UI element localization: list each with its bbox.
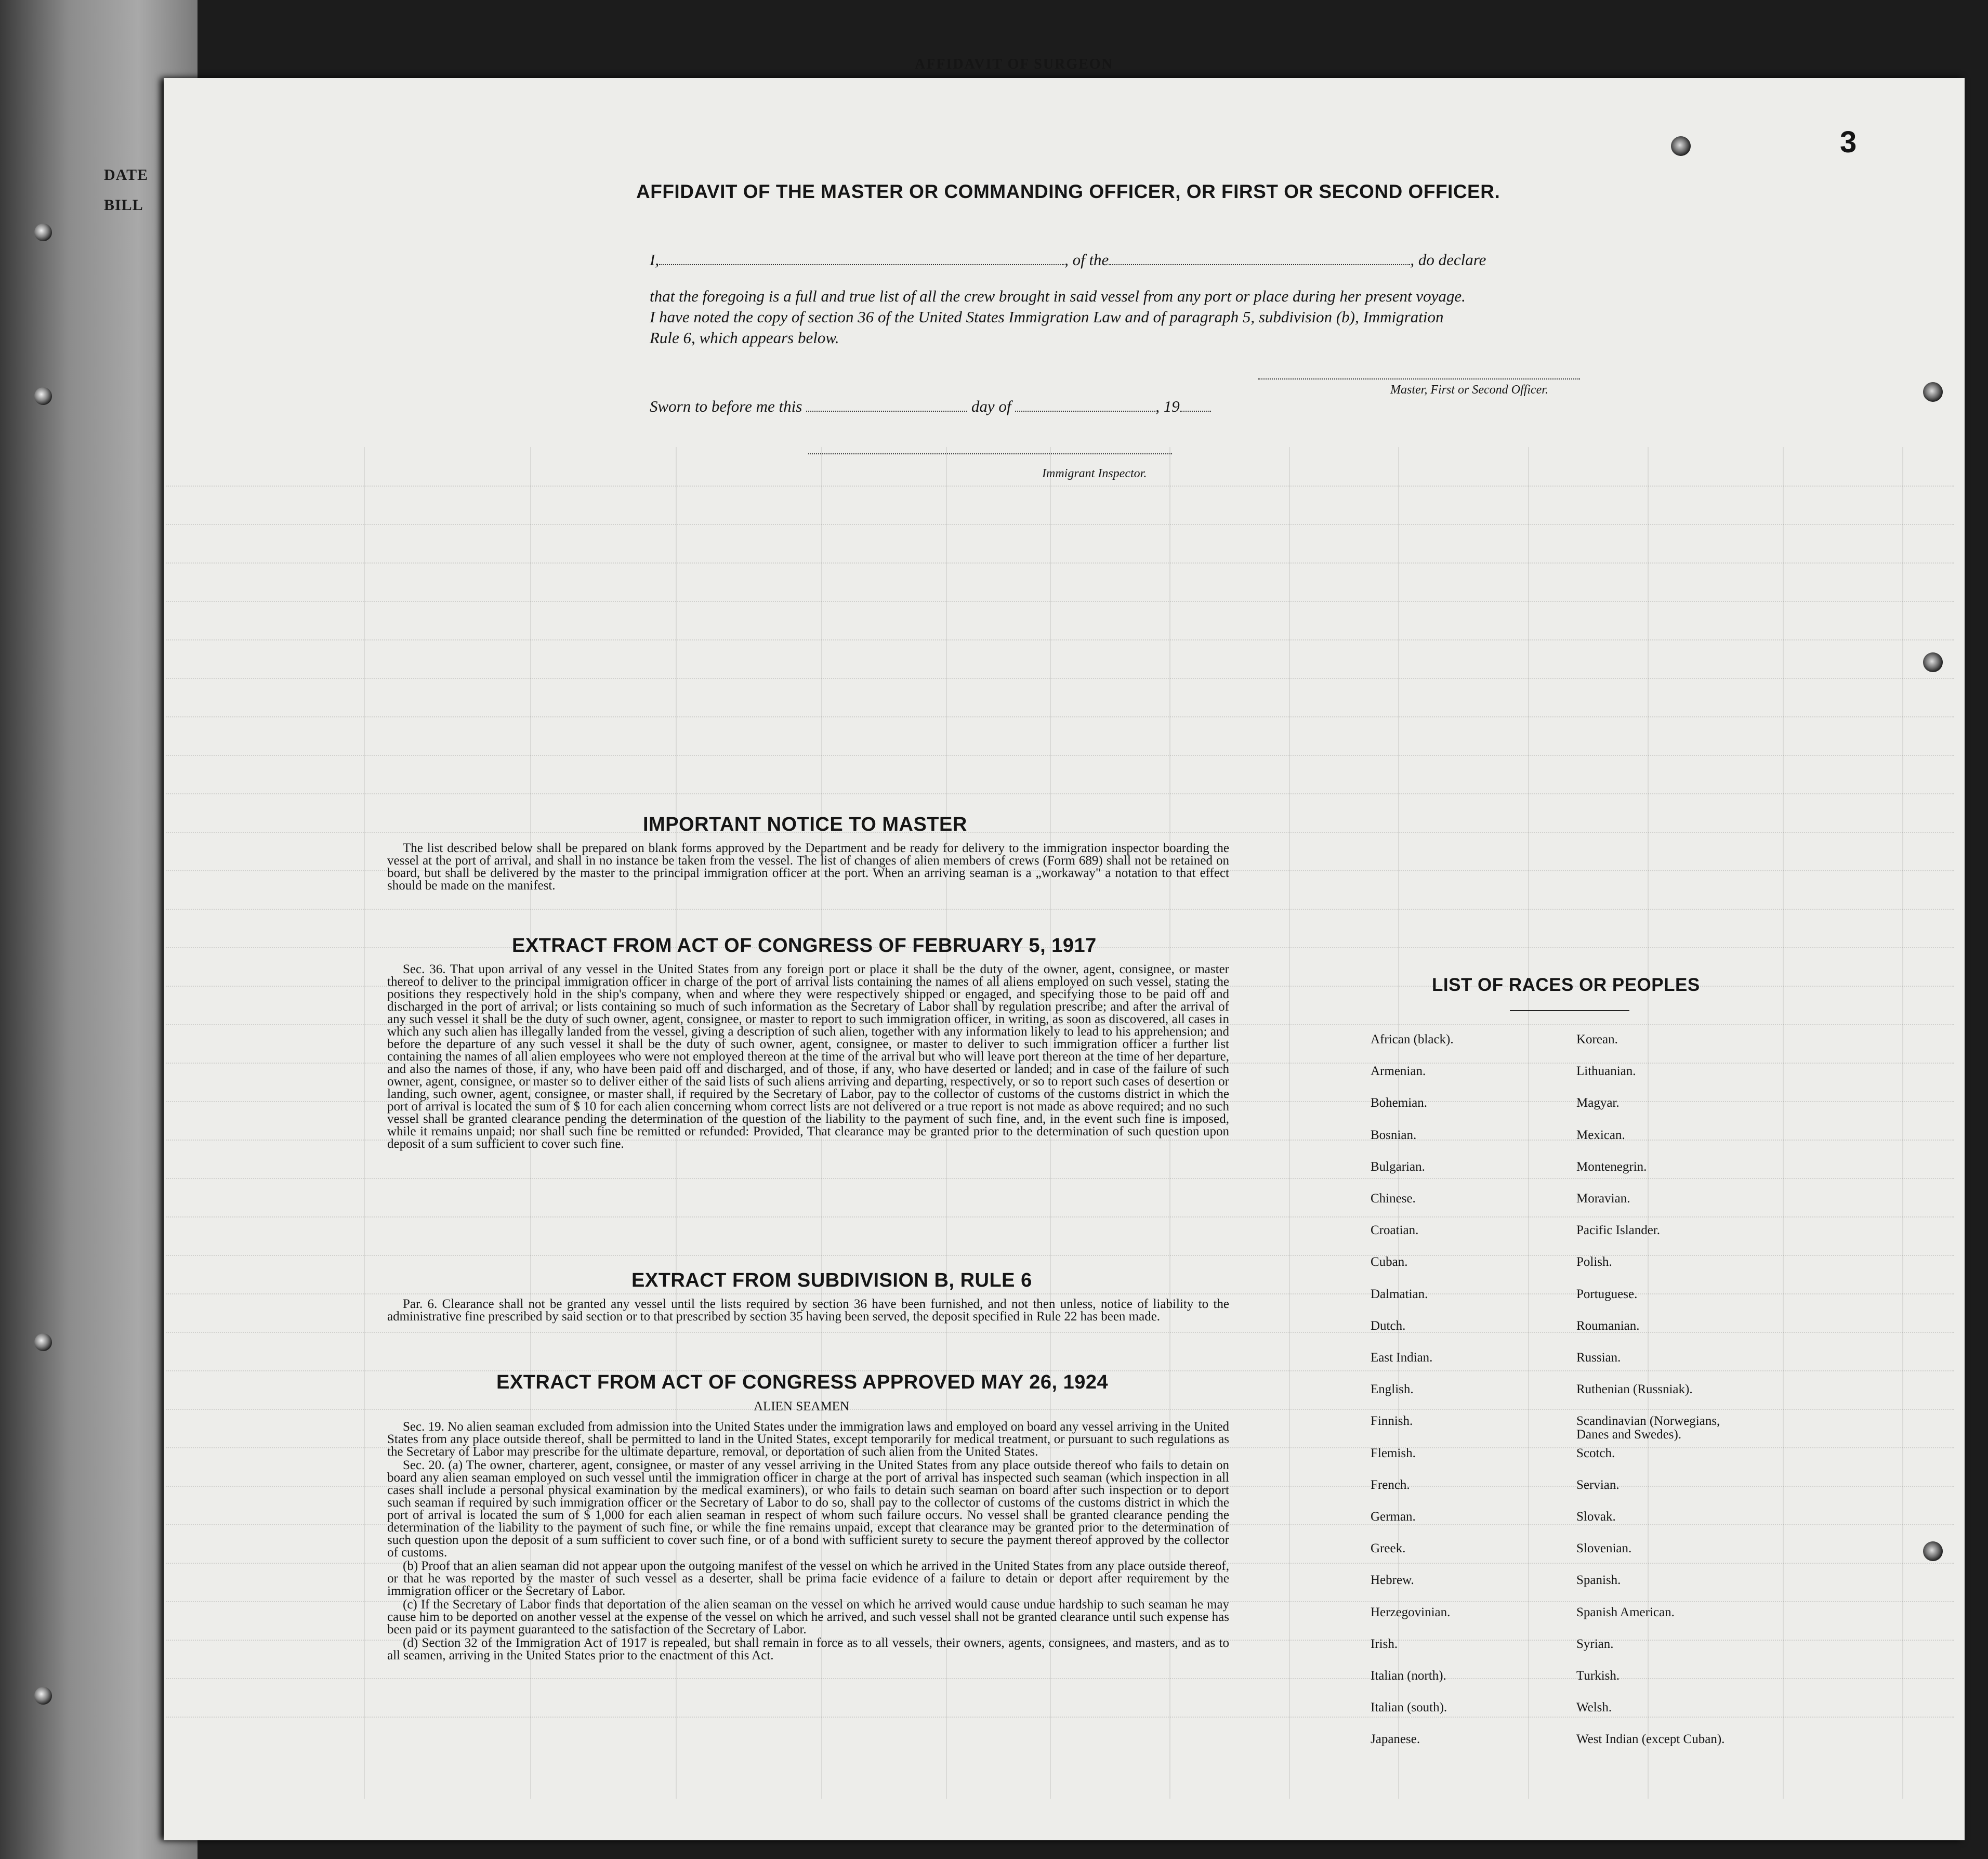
affidavit-text-line: that the foregoing is a full and true list of all the crew brought in said vessel from any port or place during her present voyage. (650, 287, 1466, 305)
race-item: Croatian. (1371, 1223, 1419, 1238)
race-item: Chinese. (1371, 1192, 1416, 1206)
sec-20a-paragraph: Sec. 20. (a) The owner, charterer, agent, consignee, or master of any vessel arriving in the United States from any place outside thereof who fails to detain on board any alien seaman employed on such vessel until the immigration officer in charge at the port of arrival has inspected such seaman (which inspection in all cases shall include a personal physical examination by the medical examiners), or who fails to detain such seaman on board after such inspection or to deport such seaman if required by such immigration officer or the Secretary of Labor to do so, shall pay to the collector of customs of the customs district in which the port of arrival is located the sum of $ 1,000 for each alien seaman in respect of whom such failure occurs. No vessel shall be granted clearance pending the determination of the liability to the payment of such fine, or while the fine remains unpaid, except that clearance may be granted prior to the determination of such question upon the deposit of a sum sufficient to cover such fine, or of a bond with sufficient surety to secure the payment thereof approved by the collector of customs. (387, 1458, 1229, 1560)
race-item: Turkish. (1576, 1669, 1620, 1683)
race-item: Greek. (1371, 1541, 1406, 1556)
subdivision-b-heading: EXTRACT FROM SUBDIVISION B, RULE 6 (631, 1269, 1032, 1291)
binder-hole (34, 1687, 52, 1705)
punch-hole (1671, 136, 1691, 156)
binder-hole (34, 1333, 52, 1351)
bleed-through-row (166, 486, 1954, 525)
notice-paragraph: The list described below shall be prepared on blank forms approved by the Department and be ready for delivery to the immigration inspector boarding the vessel at the port of arrival, and shall in no instance be taken from the vessel. The list of changes of alien members of crews (Form 689) shall not be retained on board, but shall be delivered by the master to the principal immigration officer at the port. When an arriving seaman is a „workaway" a notation to that effect should be made on the manifest. (387, 841, 1229, 893)
sworn-year-label: , 19 (1155, 397, 1180, 415)
affidavit-of-the-label: , of the (1064, 251, 1109, 269)
binder-hole (34, 387, 52, 405)
race-item: Korean. (1576, 1032, 1618, 1046)
bleed-through-row (166, 601, 1954, 640)
extract-1924-heading: EXTRACT FROM ACT OF CONGRESS APPROVED MAY 26, 1924 (496, 1371, 1109, 1393)
affidavit-declaration-line (650, 250, 1486, 270)
race-item: Dalmatian. (1371, 1287, 1428, 1301)
race-item: French. (1371, 1477, 1410, 1492)
bleed-through-column (1528, 447, 1529, 1799)
affidavit-text-line: I have noted the copy of section 36 of the United States Immigration Law and of paragraph 5, subdivision (b), Immigration (650, 308, 1444, 326)
race-item: West Indian (except Cuban). (1576, 1732, 1725, 1747)
race-item: Spanish. (1576, 1573, 1621, 1588)
race-item: Herzegovinian. (1371, 1605, 1451, 1619)
master-signature-line[interactable] (1258, 378, 1580, 379)
bleed-through-row (166, 524, 1954, 564)
inspector-signature-label: Immigrant Inspector. (1042, 467, 1147, 480)
punch-hole (1923, 652, 1943, 672)
left-strip-date: DATE (104, 166, 149, 184)
race-item: African (black). (1371, 1032, 1454, 1046)
race-item: Armenian. (1371, 1064, 1426, 1079)
race-item: Ruthenian (Russniak). (1576, 1382, 1693, 1397)
race-item: Spanish American. (1576, 1605, 1675, 1619)
subdivision-b-text (387, 1298, 1229, 1324)
alien-seamen-label: ALIEN SEAMEN (754, 1399, 850, 1413)
alien-seamen-subheading (754, 1400, 962, 1413)
race-item: Syrian. (1576, 1637, 1614, 1651)
race-item: Italian (south). (1371, 1700, 1447, 1715)
bleed-through-column (1648, 447, 1649, 1799)
sec-20d-paragraph: (d) Section 32 of the Immigration Act of 1917 is repealed, but shall remain in force as to all vessels, their owners, agents, consignees, and masters, and as to all seamen, arriving in the United States prior to the enactment of this Act. (387, 1636, 1229, 1662)
race-item: Servian. (1576, 1477, 1620, 1492)
race-item: Scandinavian (Norwegians, Danes and Swedes). (1576, 1414, 1720, 1442)
race-item: Moravian. (1576, 1192, 1630, 1206)
race-item: Scotch. (1576, 1446, 1615, 1460)
bleed-through-row (166, 1678, 1954, 1718)
race-item: Welsh. (1576, 1700, 1612, 1715)
sworn-day-of-label: day of (971, 397, 1011, 415)
name-blank[interactable] (659, 264, 1064, 265)
section-36-paragraph: Sec. 36. That upon arrival of any vessel in the United States from any foreign port or place it shall be the duty of the owner, agent, consignee, or master thereof to deliver to the principal immigration officer in charge of the port of arrival lists containing the names of all aliens employed on such vessel, stating the positions they respectively hold in the ship's company, when and where they were respectively shipped or engaged, and specifying those to be paid off and discharged in the port of arrival; or lists containing so much of such information as the Secretary of Labor shall by regulation prescribe; and after the arrival of any such vessel it shall be the duty of such owner, agent, consignee, or master to report to such immigration officer, in writing, as soon as discovered, all cases in which any such alien has illegally landed from the vessel, giving a description of such alien, together with any information likely to lead to his apprehension; and before the departure of any such vessel it shall be the duty of such owner, agent, consignee, or master to deliver to such immigration officer a further list containing the names of all alien employees who were not employed thereon at the time of the arrival but who will leave port thereon at the time of her departure, and also the names of those, if any, who have been paid off and discharged, and of those, if any, who have deserted or landed; and in case of the failure of such owner, agent, consignee, or master so to deliver either of the said lists of such aliens arriving and departing, respectively, or so to report such cases of desertion or landing, such owner, agent, consignee, or master shall, if required by the Secretary of Labor, pay to the collector of customs of the customs district in which the port of arrival is located the sum of $ 10 for each alien concerning whom correct lists are not delivered or a true report is not made as above required; and no such vessel shall be granted clearance pending the determination of the question of the liability to the payment of such fine, and, in the event such fine is imposed, while it remains unpaid; nor shall such fine be remitted or refunded: Provided, That clearance may be granted prior to the determination of such question upon deposit of a sum sufficient to cover such fine. (387, 962, 1229, 1151)
sworn-line (650, 396, 1211, 417)
bleed-through-column (1289, 447, 1290, 1799)
sec-20c-paragraph: (c) If the Secretary of Labor finds that deportation of the alien seaman on the vessel on which he arrived would cause undue hardship to such seaman he may cause him to be deported on another vessel at the expense of the vessel on which he arrived, and such vessel shall not be granted clearance until such expense has been paid or its payment guaranteed to the satisfaction of the Secretary of Labor. (387, 1598, 1229, 1637)
vessel-blank[interactable] (1109, 264, 1410, 265)
sworn-year-blank[interactable] (1180, 411, 1211, 412)
inspector-signature-line[interactable] (808, 453, 1172, 454)
race-item: Bohemian. (1371, 1096, 1428, 1110)
sworn-day-blank[interactable] (806, 411, 967, 412)
race-item: Montenegrin. (1576, 1159, 1647, 1174)
bleed-through-row (166, 755, 1954, 794)
race-item: Hebrew. (1371, 1573, 1414, 1588)
race-item: German. (1371, 1510, 1416, 1524)
affidavit-i-label: I, (650, 251, 660, 269)
bleed-through-row (166, 716, 1954, 756)
bleed-through-row (166, 1332, 1954, 1371)
affidavit-text-line: Rule 6, which appears below. (650, 329, 839, 347)
race-item: Italian (north). (1371, 1669, 1446, 1683)
bleed-through-row (166, 1255, 1954, 1294)
race-item: Bulgarian. (1371, 1159, 1425, 1174)
race-item: Pacific Islander. (1576, 1223, 1661, 1238)
binder-hole (34, 224, 52, 241)
notice-text (387, 842, 1229, 893)
bleed-through-column (1398, 447, 1399, 1799)
race-item: Japanese. (1371, 1732, 1420, 1747)
race-item: Russian. (1576, 1351, 1621, 1365)
race-item: Dutch. (1371, 1318, 1406, 1333)
race-item: Cuban. (1371, 1255, 1408, 1269)
notice-heading: IMPORTANT NOTICE TO MASTER (643, 814, 967, 835)
race-item: Lithuanian. (1576, 1064, 1636, 1079)
master-signature-label: Master, First or Second Officer. (1390, 383, 1548, 397)
races-title-rule (1510, 1010, 1629, 1011)
extract-1917-text (387, 963, 1229, 1151)
bleed-through-row (166, 793, 1954, 833)
race-item: Portuguese. (1576, 1287, 1638, 1301)
races-title: LIST OF RACES OR PEOPLES (1432, 975, 1700, 995)
bleed-through-column (364, 447, 365, 1799)
race-item: Roumanian. (1576, 1318, 1640, 1333)
bleed-through-row (166, 1216, 1954, 1256)
left-strip-bill: BILL (104, 197, 143, 214)
race-item: Magyar. (1576, 1096, 1620, 1110)
sworn-month-blank[interactable] (1015, 411, 1155, 412)
top-header: AFFIDAVIT OF SURGEON (915, 56, 1113, 72)
sec-19-paragraph: Sec. 19. No alien seaman excluded from admission into the United States under the immigration laws and employed on board any vessel arriving in the United States from any place outside thereof, shall be permitted to land in the United States, except temporarily for medical treatment, or pursuant to such regulations as the Secretary of Labor may prescribe for the ultimate departure, removal, or deportation of such alien from the United States. (387, 1420, 1229, 1459)
bleed-through-row (166, 1178, 1954, 1217)
bleed-through-column (1902, 447, 1903, 1799)
race-item: Slovenian. (1576, 1541, 1632, 1556)
punch-hole (1923, 382, 1943, 402)
race-item: Slovak. (1576, 1510, 1616, 1524)
bleed-through-row (166, 562, 1954, 602)
race-item: Flemish. (1371, 1446, 1416, 1460)
race-item: Irish. (1371, 1637, 1398, 1651)
sworn-label: Sworn to before me this (650, 397, 802, 415)
bleed-through-column (1783, 447, 1784, 1799)
race-item: Bosnian. (1371, 1128, 1417, 1142)
sec-20b-paragraph: (b) Proof that an alien seaman did not appear upon the outgoing manifest of the vessel on which he arrived in the United States from any place outside thereof, or that he was reported by the master of such vessel as a deserter, shall be prima facie evidence of a failure to detain or deport after requirement by the immigration officer or the Secretary of Labor. (387, 1559, 1229, 1598)
punch-hole (1923, 1541, 1943, 1561)
extract-1917-heading: EXTRACT FROM ACT OF CONGRESS OF FEBRUARY 5, 1917 (512, 935, 1097, 957)
race-item: East Indian. (1371, 1351, 1433, 1365)
race-item: Finnish. (1371, 1414, 1413, 1429)
race-item: Polish. (1576, 1255, 1612, 1269)
race-item: Mexican. (1576, 1128, 1625, 1142)
race-item: English. (1371, 1382, 1414, 1397)
par-6-paragraph: Par. 6. Clearance shall not be granted any vessel until the lists required by section 36 have been furnished, and not then unless, notice of liability to the administrative fine prescribed by said section or to that prescribed by section 35 having been served, the deposit specified in Rule 22 has been made. (387, 1297, 1229, 1324)
extract-1924-text (387, 1421, 1229, 1663)
affidavit-title: AFFIDAVIT OF THE MASTER OR COMMANDING OFFICER, OR FIRST OR SECOND OFFICER. (636, 181, 1500, 202)
bleed-through-row (166, 639, 1954, 679)
bleed-through-row (166, 678, 1954, 717)
page-number: 3 (1840, 125, 1857, 159)
affidavit-declare-label: , do declare (1410, 251, 1486, 269)
